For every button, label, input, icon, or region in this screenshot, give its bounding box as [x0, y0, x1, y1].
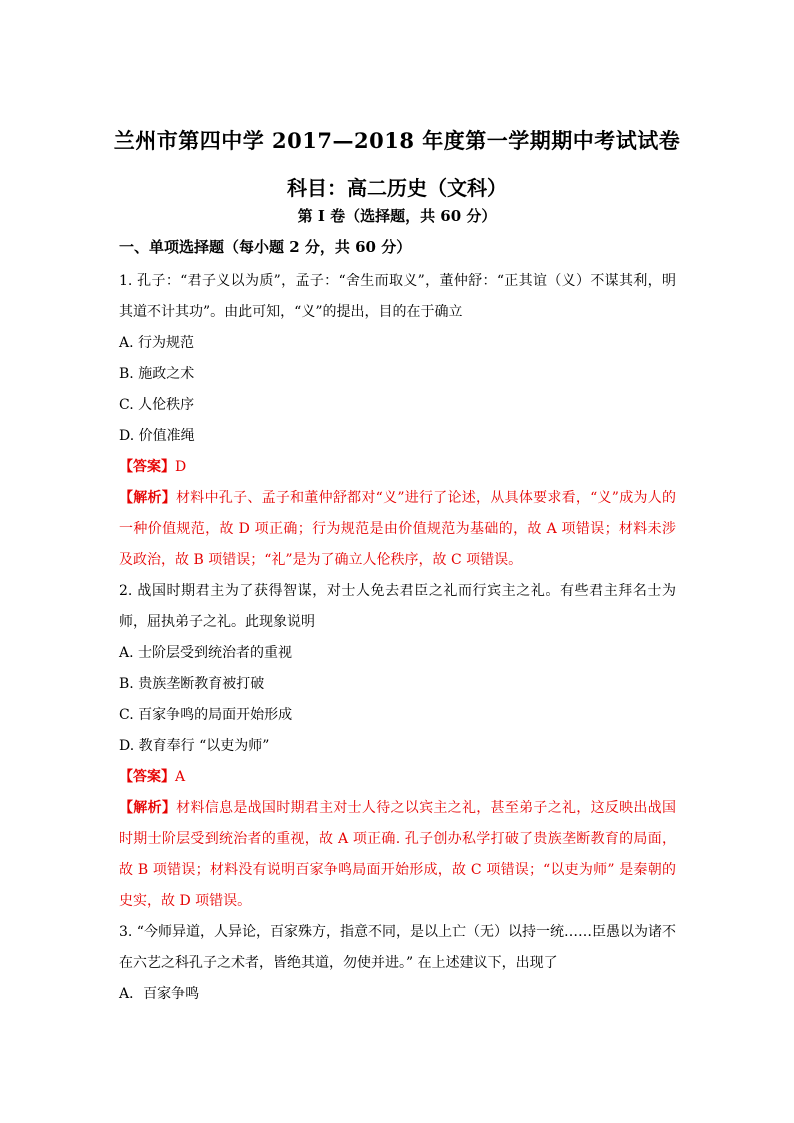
option-3a: A．百家争鸣	[119, 986, 200, 1002]
answer-value: D	[175, 459, 187, 475]
answer-1	[119, 452, 676, 483]
question-stem-3: 3. “今师异道，人异论，百家殊方，指意不同，是以上亡（无）以持一统……臣愚以为诸不在六艺之科孔子之术者，皆绝其道，勿使并进。” 在上述建议下，出现了	[119, 924, 676, 971]
option-2d: D. 教育奉行 “以吏为师”	[119, 738, 270, 754]
option-1b: B. 施政之术	[119, 366, 195, 382]
question-stem-1: 1. 孔子：“君子义以为质”，孟子：“舍生而取义”，董仲舒：“正其谊（义）不谋其利，明其道不计其功”。由此可知，“义”的提出，目的在于确立	[119, 273, 676, 320]
question-stem-2: 2. 战国时期君主为了获得智谋，对士人免去君臣之礼而行宾主之礼。有些君主拜名士为师，屈执弟子之礼。此现象说明	[119, 583, 676, 630]
exam-title: 兰州市第四中学 2017—2018 年度第一学期期中考试试卷	[113, 128, 681, 153]
explanation-1	[119, 483, 676, 576]
explanation-text: 材料中孔子、孟子和董仲舒都对“义”进行了论述，从具体要求看，“义”成为人的一种价值规范，故 D 项正确；行为规范是由价值规范为基础的，故 A 项错误；材料未涉及政治，故 B 项错误；“礼”是为了确立人伦秩序，故 C 项错误。	[119, 490, 676, 568]
option-2a: A. 士阶层受到统治者的重视	[119, 645, 293, 661]
option-2c: C. 百家争鸣的局面开始形成	[119, 707, 293, 723]
explanation-2	[119, 793, 676, 917]
answer-value: A	[175, 769, 186, 785]
answer-tag: 【答案】	[119, 769, 175, 785]
subject-title: 科目：高二历史（文科）	[287, 176, 507, 200]
explanation-text: 材料信息是战国时期君主对士人待之以宾主之礼，甚至弟子之礼，这反映出战国时期士阶层受到统治者的重视，故 A 项正确. 孔子创办私学打破了贵族垄断教育的局面，故 B 项错误；材料没有说明百家争鸣局面开始形成，故 C 项错误；“以吏为师” 是秦朝的史实，故 D 项错误。	[119, 800, 677, 909]
option-1c: C. 人伦秩序	[119, 397, 195, 413]
answer-2	[119, 762, 676, 793]
explain-tag: 【解析】	[119, 490, 177, 506]
explain-tag: 【解析】	[119, 800, 177, 816]
volume-title: 第 I 卷（选择题，共 60 分）	[297, 207, 497, 225]
question-list	[119, 266, 676, 1010]
option-1d: D. 价值准绳	[119, 428, 195, 444]
option-1a: A. 行为规范	[119, 335, 195, 351]
section-title: 一、单项选择题（每小题 2 分，共 60 分）	[119, 238, 412, 256]
answer-tag: 【答案】	[119, 459, 175, 475]
option-2b: B. 贵族垄断教育被打破	[119, 676, 265, 692]
